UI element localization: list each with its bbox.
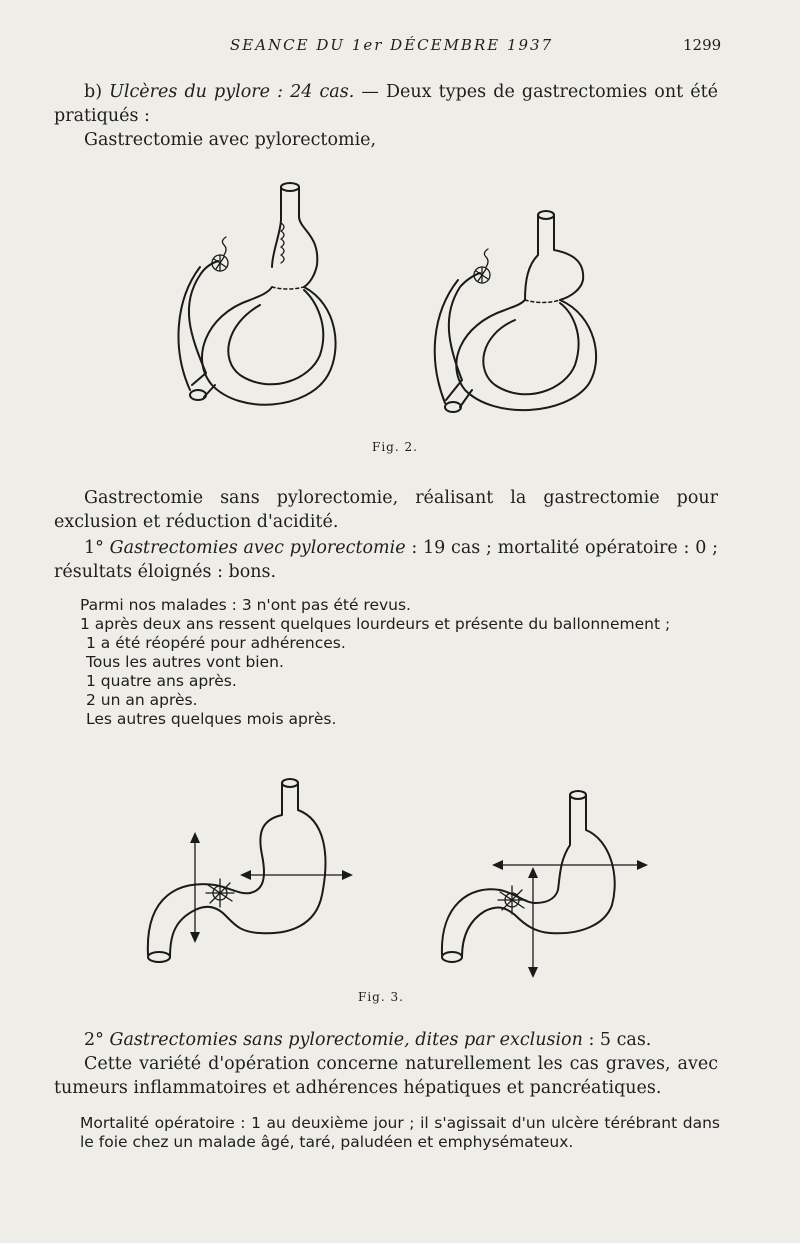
page-header [0,36,800,58]
mortality-paragraph [80,1114,720,1152]
item1-paragraph [54,536,718,584]
type1-line: Gastrectomie avec pylorectomie, [84,130,377,150]
figure-2-caption: Fig. 2. [372,440,418,454]
section-text: — Deux types de gastrectomies ont été pratiqués : [54,82,718,126]
patients-line: 2 un an après. [86,691,198,709]
type2-text: Gastrectomie sans pylorectomie, réalisant la gastrectomie pour exclusion et réduction d'acidité. [54,488,718,532]
section-label: b) [84,82,103,102]
item1-number: 1° [84,538,104,558]
patients-line: Parmi nos malades : 3 n'ont pas été revus. [80,596,411,614]
patients-line: Tous les autres vont bien. [86,653,284,671]
patients-line: 1 a été réopéré pour adhérences. [86,634,346,652]
type2-paragraph [54,486,718,534]
item2-title: Gastrectomies sans pylorectomie, dites par exclusion [109,1030,583,1050]
item2-number: 2° [84,1030,104,1050]
fig3-right-stomach [442,791,648,978]
mortality-text: Mortalité opératoire : 1 au deuxième jour ; il s'agissait d'un ulcère térébrant dans le foie chez un malade âgé, taré, paludéen et emphysémateux. [80,1114,720,1151]
item1-title: Gastrectomies avec pylorectomie [109,538,406,558]
figure-2-diagram [160,175,620,440]
fig2-right-stomach [435,211,596,412]
page-number: 1299 [683,36,722,54]
figure-3-diagram [140,775,660,985]
figure-3-caption: Fig. 3. [358,990,404,1004]
patients-line: 1 quatre ans après. [86,672,237,690]
section-title: Ulcères du pylore : 24 cas. [109,82,355,102]
patients-line: Les autres quelques mois après. [86,710,337,728]
fig2-left-stomach [179,183,336,405]
patients-line: 1 après deux ans ressent quelques lourdeurs et présente du ballonnement ; [80,615,671,633]
item2-text: : 5 cas. [582,1030,652,1050]
item2-paragraph [54,1028,718,1100]
patients-list [80,596,720,729]
item1-text: : 19 cas ; mortalité opératoire : 0 ; résultats éloignés : bons. [54,538,718,582]
fig3-left-stomach [148,779,353,962]
item2-description: Cette variété d'opération concerne naturellement les cas graves, avec tumeurs inflammatoires et adhérences hépatiques et pancréatiques. [54,1054,718,1098]
running-head: SEANCE DU 1er DÉCEMBRE 1937 [230,36,554,54]
section-b-paragraph [54,80,718,152]
